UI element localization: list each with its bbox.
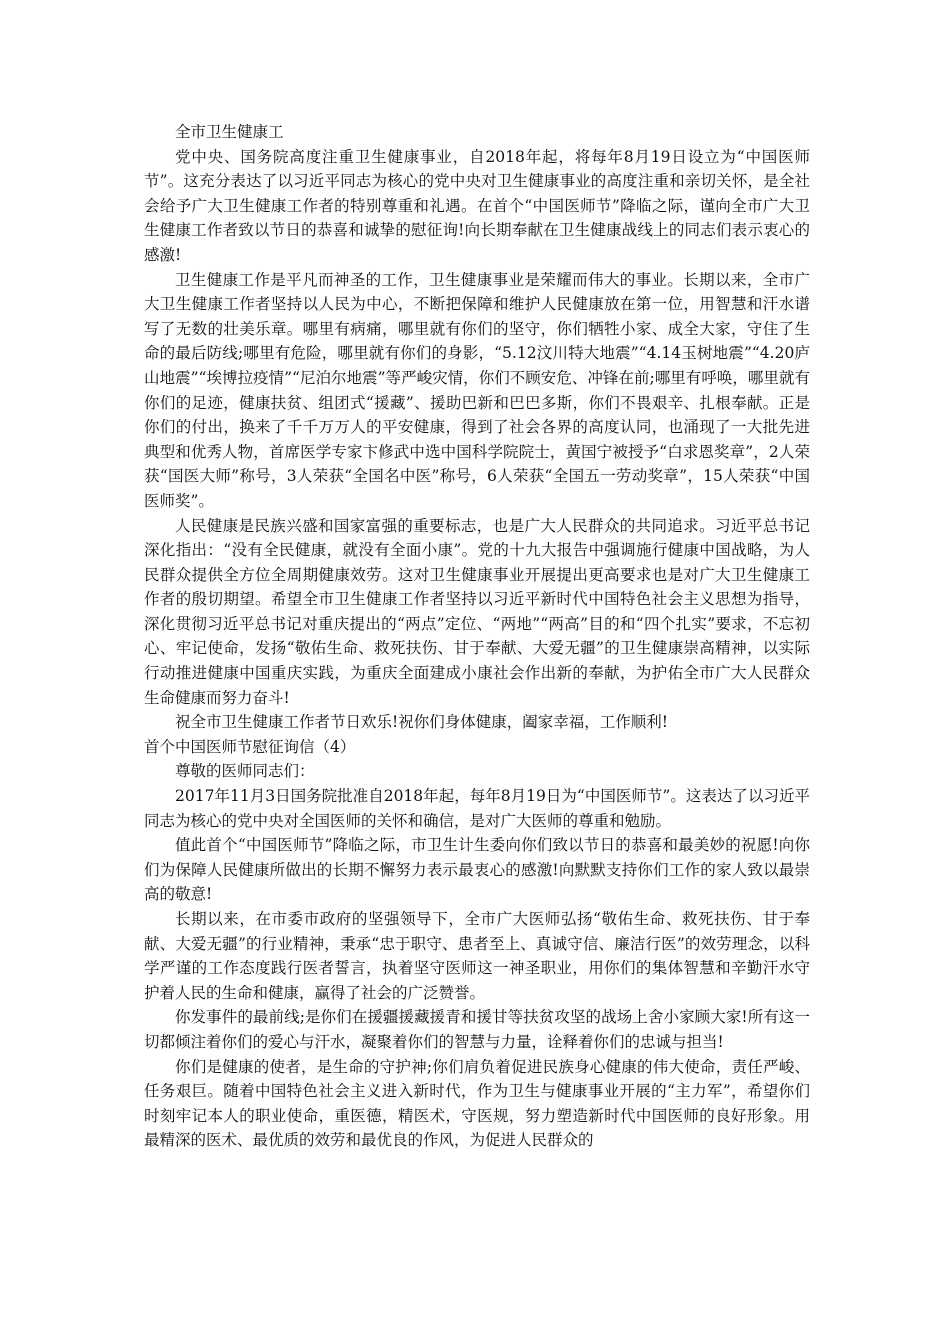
paragraph-expectations: 人民健康是民族兴盛和国家富强的重要标志，也是广大人民群众的共同追求。习近平总书记深化指出：“没有全民健康，就没有全面小康”。党的十九大报告中强调施行健康中国战略，为人民群众提供全方位全周期健康效劳。这对卫生健康事业开展提出更高要求也是对广大卫生健康工作者的殷切期望。希望全市卫生健康工作者坚持以习近平新时代中国特色社会主义思想为指导，深化贯彻习近平总书记对重庆提出的“两点”定位、“两地”“两高”目的和“四个扎实”要求，不忘初心、牢记使命，发扬“敬佑生命、救死扶伤、甘于奉献、大爱无疆”的卫生健康崇高精神，以实际行动推进健康中国重庆实践，为重庆全面建成小康社会作出新的奉献，为护佑全市广大人民群众生命健康而努力奋斗!: [144, 516, 810, 707]
paragraph-achievements: 卫生健康工作是平凡而神圣的工作，卫生健康事业是荣耀而伟大的事业。长期以来，全市广大卫生健康工作者坚持以人民为中心，不断把保障和维护人民健康放在第一位，用智慧和汗水谱写了无数的壮美乐章。哪里有病痛，哪里就有你们的坚守，你们牺牲小家、成全大家，守住了生命的最后防线;哪里有危险，哪里就有你们的身影，“5.12汶川特大地震”“4.14玉树地震”“4.20庐山地震”“埃博拉疫情”“尼泊尔地震”等严峻灾情，你们不顾安危、冲锋在前;哪里有呼唤，哪里就有你们的足迹，健康扶贫、组团式“援藏”、援助巴新和巴巴多斯，你们不畏艰辛、扎根奉献。正是你们的付出，换来了千千万万人的平安健康，得到了社会各界的高度认同，也涌现了一大批先进典型和优秀人物，首席医学专家卞修武中选中国科学院院士，黄国宁被授予“白求恩奖章”，2人荣获“国医大师”称号，3人荣获“全国名中医”称号，6人荣获“全国五一劳动奖章”，15人荣获“中国医师奖”。: [144, 270, 810, 510]
document-body: [144, 120, 810, 1153]
letter-title: 首个中国医师节慰征询信（4）: [144, 737, 356, 756]
paragraph-intro: 党中央、国务院高度注重卫生健康事业，自2018年起，将每年8月19日设立为“中国医师节”。这充分表达了以习近平同志为核心的党中央对卫生健康事业的高度注重和亲切关怀，是全社会给予广大卫生健康工作者的特别尊重和礼遇。在首个“中国医师节”降临之际，谨向全市广大卫生健康工作者致以节日的恭喜和诚挚的慰征询!向长期奉献在卫生健康战线上的同志们表示衷心的感激!: [144, 147, 810, 264]
letter-salutation: 尊敬的医师同志们：: [175, 762, 315, 781]
letter-paragraph-1: 2017年11月3日国务院批准自2018年起，每年8月19日为“中国医师节”。这表达了以习近平同志为核心的党中央对全国医师的关怀和确信，是对广大医师的尊重和勉励。: [144, 787, 810, 830]
letter-paragraph-5: 你们是健康的使者，是生命的守护神;你们肩负着促进民族身心健康的伟大使命，责任严峻、任务艰巨。随着中国特色社会主义进入新时代，作为卫生与健康事业开展的“主力军”，希望你们时刻牢记本人的职业使命，重医德，精医术，守医规，努力塑造新时代中国医师的良好形象。用最精深的医术、最优质的效劳和最优良的作风，为促进人民群众的: [144, 1057, 810, 1150]
letter-paragraph-4: 你发事件的最前线;是你们在援疆援藏援青和援甘等扶贫攻坚的战场上舍小家顾大家!所有这一切都倾注着你们的爱心与汗水，凝聚着你们的智慧与力量，诠释着你们的忠诚与担当!: [144, 1008, 810, 1051]
paragraph-wishes: 祝全市卫生健康工作者节日欢乐!祝你们身体健康，阖家幸福，工作顺利!: [175, 713, 668, 732]
letter-paragraph-3: 长期以来，在市委市政府的坚强领导下，全市广大医师弘扬“敬佑生命、救死扶伤、甘于奉献、大爱无疆”的行业精神，秉承“忠于职守、患者至上、真诚守信、廉洁行医”的效劳理念，以科学严谨的工作态度践行医者誓言，执着坚守医师这一神圣职业，用你们的集体智慧和辛勤汗水守护着人民的生命和健康，赢得了社会的广泛赞誉。: [144, 910, 810, 1002]
paragraph-heading-fragment: 全市卫生健康工: [175, 123, 284, 141]
letter-paragraph-2: 值此首个“中国医师节”降临之际，市卫生计生委向你们致以节日的恭喜和最美妙的祝愿!向你们为保障人民健康所做出的长期不懈努力表示最衷心的感激!向默默支持你们工作的家人致以最崇高的敬意!: [144, 836, 810, 904]
